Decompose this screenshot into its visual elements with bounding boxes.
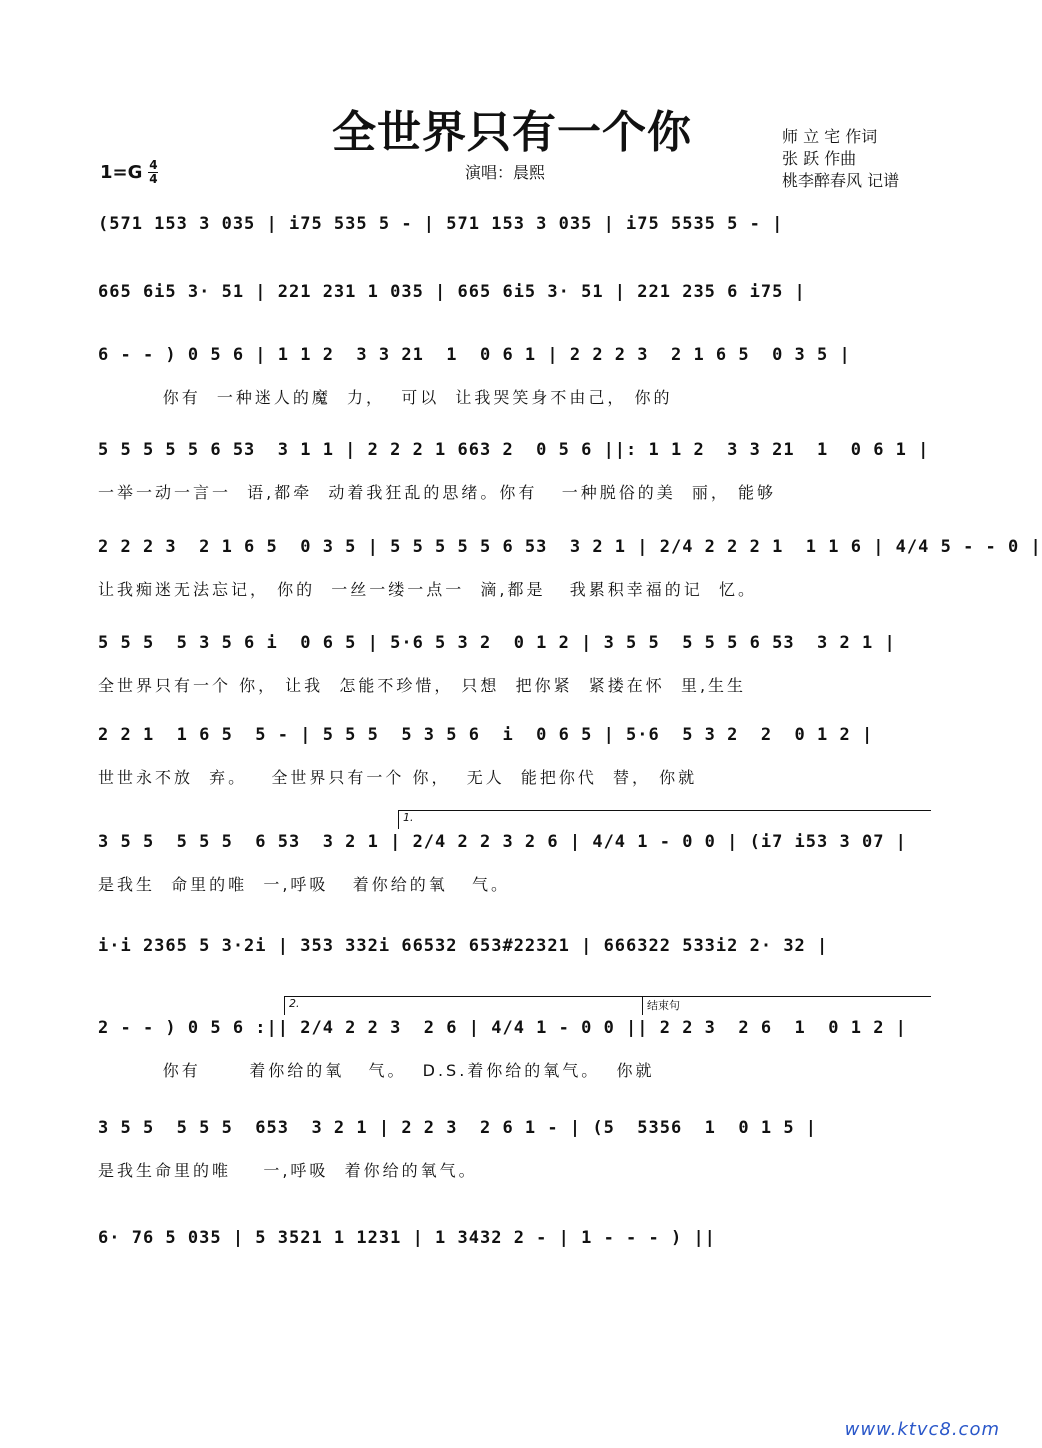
notation-line: 2 2 1 1 6 5 5 - | 5 5 5 5 3 5 6 i 0 6 5 | 5·6 5 3 2 2 0 1 2 | bbox=[98, 725, 874, 745]
notation-line: 665 6i5 3· 51 | 221 231 1 035 | 665 6i5 3· 51 | 221 235 6 i75 | bbox=[98, 282, 806, 302]
notation-line: (571 153 3 035 | i75 535 5 - | 571 153 3 035 | i75 5535 5 - | bbox=[98, 214, 784, 234]
lyric-line: 让我痴迷无法忘记， 你的 一丝一缕一点一 滴,都是 我累积幸福的记 忆。 bbox=[98, 580, 757, 599]
score-row bbox=[98, 1228, 928, 1304]
score-row bbox=[98, 345, 928, 421]
notation-line: 5 5 5 5 5 6 53 3 1 1 | 2 2 2 1 663 2 0 5 6 ||: 1 1 2 3 3 21 1 0 6 1 | bbox=[98, 440, 930, 460]
lyric-line: 是我生 命里的唯 一,呼吸 着你给的氧 气。 bbox=[98, 875, 510, 894]
score-row bbox=[98, 725, 928, 801]
transcriber-credit: 桃李醉春风 记谱 bbox=[782, 171, 900, 190]
lyric-line: 全世界只有一个 你， 让我 怎能不珍惜， 只想 把你紧 紧搂在怀 里,生生 bbox=[98, 676, 747, 695]
ending-section-label: 结束句 bbox=[642, 996, 931, 1015]
lyric-line bbox=[98, 1268, 928, 1294]
score-row bbox=[98, 1118, 928, 1194]
score-row bbox=[98, 537, 1042, 613]
time-bottom: 4 bbox=[149, 172, 158, 186]
time-top: 4 bbox=[149, 158, 158, 172]
lyricist-credit: 师 立 宅 作词 bbox=[782, 127, 878, 146]
score-row bbox=[98, 440, 928, 516]
notation-line: 6· 76 5 035 | 5 3521 1 1231 | 1 3432 2 - | 1 - - - ) || bbox=[98, 1228, 716, 1248]
notation-line: 5 5 5 5 3 5 6 i 0 6 5 | 5·6 5 3 2 0 1 2 | 3 5 5 5 5 5 6 53 3 2 1 | bbox=[98, 633, 896, 653]
lyric-line: 你有 一种迷人的魔 力， 可以 让我哭笑身不由己， 你的 bbox=[98, 388, 673, 407]
lyric-line: 是我生命里的唯 一,呼吸 着你给的氧气。 bbox=[98, 1161, 478, 1180]
lyric-line: 一举一动一言一 语,都牵 动着我狂乱的思绪。你有 一种脱俗的美 丽， 能够 bbox=[98, 483, 776, 502]
notation-line: i·i 2365 5 3·2i | 353 332i 66532 653#22321 | 666322 533i2 2· 32 | bbox=[98, 936, 829, 956]
notation-line: 6 - - ) 0 5 6 | 1 1 2 3 3 21 1 0 6 1 | 2 2 2 3 2 1 6 5 0 3 5 | bbox=[98, 345, 851, 365]
notation-line: 3 5 5 5 5 5 6 53 3 2 1 | 2/4 2 2 3 2 6 | 4/4 1 - 0 0 | (i7 i53 3 07 | bbox=[98, 832, 907, 852]
lyric-line bbox=[98, 254, 928, 280]
first-ending-bracket: 1. bbox=[398, 810, 931, 829]
second-ending-bracket: 2. bbox=[284, 996, 645, 1015]
site-watermark: www.ktvc8.com bbox=[844, 1419, 1000, 1440]
score-row bbox=[98, 811, 928, 908]
song-title: 全世界只有一个你 bbox=[332, 107, 692, 158]
composer-credit: 张 跃 作曲 bbox=[782, 149, 857, 168]
singer-credit: 演唱：晨熙 bbox=[465, 163, 546, 182]
notation-line: 2 - - ) 0 5 6 :|| 2/4 2 2 3 2 6 | 4/4 1 - 0 0 || 2 2 3 2 6 1 0 1 2 | bbox=[98, 1018, 907, 1038]
key-signature bbox=[100, 160, 158, 185]
credits bbox=[782, 126, 899, 192]
time-signature bbox=[148, 160, 158, 185]
notation-line: 3 5 5 5 5 5 653 3 2 1 | 2 2 3 2 6 1 - | (5 5356 1 0 1 5 | bbox=[98, 1118, 818, 1138]
notation-line: 2 2 2 3 2 1 6 5 0 3 5 | 5 5 5 5 5 6 53 3 2 1 | 2/4 2 2 2 1 1 1 6 | 4/4 5 - - 0 | bbox=[98, 537, 1042, 557]
score-row bbox=[98, 997, 928, 1094]
key-label: 1=G bbox=[100, 162, 143, 183]
lyric-line: 你有 着你给的氧 气。 D.S.着你给的氧气。 你就 bbox=[98, 1061, 655, 1080]
score-row bbox=[98, 633, 928, 709]
lyric-line: 世世永不放 弃。 全世界只有一个 你， 无人 能把你代 替， 你就 bbox=[98, 768, 698, 787]
score-row bbox=[98, 214, 928, 290]
